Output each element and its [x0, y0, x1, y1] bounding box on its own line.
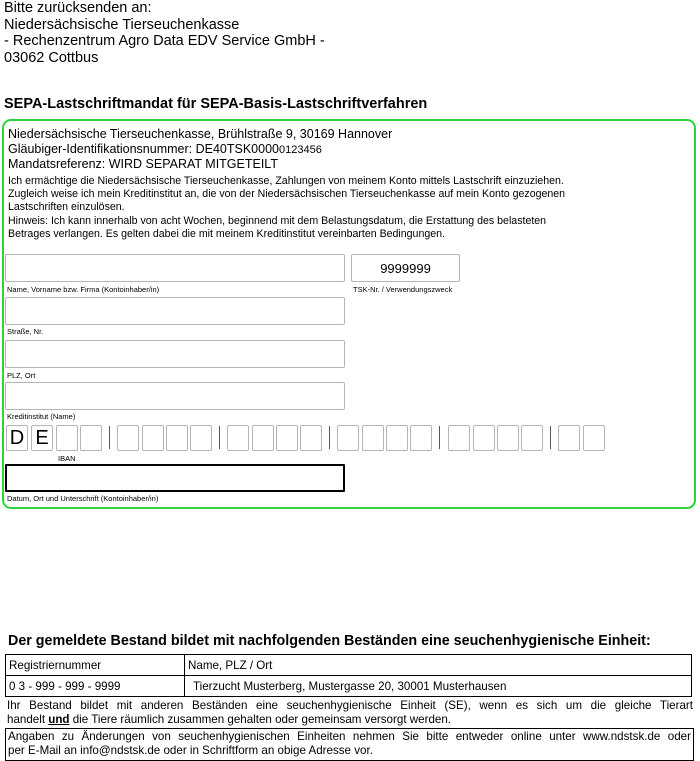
- tsk-number-field[interactable]: 9999999: [351, 254, 460, 282]
- iban-digit-box[interactable]: [117, 425, 139, 451]
- creditor-address: Niedersächsische Tierseuchenkasse, Brühlstraße 9, 30169 Hannover: [8, 127, 393, 141]
- iban-digit-box[interactable]: [558, 425, 580, 451]
- iban-digit-box[interactable]: [362, 425, 384, 451]
- city-label: PLZ, Ort: [7, 371, 36, 380]
- table-header-row: [6, 655, 692, 676]
- iban-digit-box[interactable]: [583, 425, 605, 451]
- iban-digit-box[interactable]: [142, 425, 164, 451]
- tsk-label: TSK-Nr. / Verwendungszweck: [353, 285, 453, 294]
- iban-digit-box[interactable]: [300, 425, 322, 451]
- table-row: [6, 676, 692, 697]
- epidemic-unit-table: [5, 654, 692, 697]
- table-cell-registration[interactable]: 0 3 - 999 - 999 - 9999: [6, 676, 185, 697]
- authorization-line: Zugleich weise ich mein Kreditinstitut an, die von der Niedersächsischen Tierseuchenkasse auf mein Konto gezogenen: [8, 188, 566, 201]
- creditor-id: [8, 142, 392, 158]
- bank-label: Kreditinstitut (Name): [7, 412, 76, 421]
- contact-line: per E-Mail an info@ndstsk.de oder in Schriftform an obige Adresse vor.: [8, 744, 373, 757]
- note-text: handelt: [7, 712, 49, 726]
- signature-input[interactable]: [5, 464, 345, 492]
- authorization-text: [8, 175, 693, 241]
- note-emphasis: und: [48, 712, 70, 726]
- iban-digit-box[interactable]: [56, 425, 78, 451]
- iban-digit-box[interactable]: [252, 425, 274, 451]
- note-line: Ihr Bestand bildet mit anderen Beständen eine seuchenhygienische Einheit (SE), wenn es sich um die gleiche Tierart: [7, 699, 693, 712]
- iban-digit-box[interactable]: [410, 425, 432, 451]
- authorization-line: Lastschriften einzulösen.: [8, 201, 125, 214]
- city-input[interactable]: [5, 340, 345, 368]
- iban-group-separator: [329, 426, 330, 449]
- iban-digit-box[interactable]: [190, 425, 212, 451]
- contact-note: [5, 728, 694, 761]
- authorization-line: Hinweis: Ich kann innerhalb von acht Wochen, beginnend mit dem Belastungsdatum, die Erstattung des belasteten: [8, 214, 547, 227]
- name-input[interactable]: [5, 254, 345, 282]
- return-address-line: 03062 Cottbus: [4, 49, 99, 66]
- contact-line: Angaben zu Änderungen von seuchenhygienischen Einheiten nehmen Sie bitte entweder online unter www.ndstsk.de oder: [8, 730, 691, 743]
- iban-digit-box[interactable]: [80, 425, 102, 451]
- iban-digit-box[interactable]: [473, 425, 495, 451]
- signature-label: Datum, Ort und Unterschrift (Kontoinhaber/in): [7, 494, 159, 503]
- bank-input[interactable]: [5, 382, 345, 410]
- note-line: [7, 713, 693, 727]
- iban-label: IBAN: [58, 454, 76, 463]
- iban-digit-box[interactable]: [337, 425, 359, 451]
- epidemic-unit-note: [7, 699, 693, 726]
- street-input[interactable]: [5, 297, 345, 325]
- iban-country-char-1: D: [6, 425, 28, 451]
- mandate-title: SEPA-Lastschriftmandat für SEPA-Basis-Lastschriftverfahren: [4, 96, 428, 112]
- authorization-line: Betrages verlangen. Es gelten dabei die mit meinem Kreditinstitut vereinbarten Bedingungen.: [8, 227, 445, 240]
- creditor-id-suffix: 0123456: [278, 143, 322, 156]
- return-address-line: Bitte zurücksenden an:: [4, 0, 152, 16]
- epidemic-unit-title: Der gemeldete Bestand bildet mit nachfolgenden Beständen eine seuchenhygienische Einheit:: [8, 633, 651, 649]
- iban-digit-box[interactable]: [386, 425, 408, 451]
- iban-group-separator: [550, 426, 551, 449]
- iban-group-separator: [109, 426, 110, 449]
- iban-digit-box[interactable]: [276, 425, 298, 451]
- return-address-line: - Rechenzentrum Agro Data EDV Service GmbH -: [4, 33, 325, 49]
- table-cell-name[interactable]: Tierzucht Musterberg, Mustergasse 20, 30001 Musterhausen: [185, 676, 692, 697]
- table-header-registration: Registriernummer: [6, 655, 185, 676]
- return-address: [4, 0, 325, 66]
- iban-digit-box[interactable]: [227, 425, 249, 451]
- name-label: Name, Vorname bzw. Firma (Kontoinhaber/in): [7, 285, 160, 294]
- mandate-reference: Mandatsreferenz: WIRD SEPARAT MITGETEILT: [8, 157, 278, 171]
- note-text: die Tiere räumlich zusammen gehalten oder gemeinsam versorgt werden.: [69, 712, 452, 726]
- creditor-info: [8, 127, 392, 172]
- return-address-line: Niedersächsische Tierseuchenkasse: [4, 16, 240, 33]
- iban-digit-box[interactable]: [166, 425, 188, 451]
- iban-digit-box[interactable]: [521, 425, 543, 451]
- street-label: Straße, Nr.: [7, 327, 44, 336]
- iban-country-char-2: E: [31, 425, 53, 451]
- authorization-line: Ich ermächtige die Niedersächsische Tierseuchenkasse, Zahlungen von meinem Konto mittels Lastschrift einzuziehen.: [8, 175, 564, 187]
- table-header-name: Name, PLZ / Ort: [185, 655, 692, 676]
- iban-digit-box[interactable]: [448, 425, 470, 451]
- creditor-id-label: Gläubiger-Identifikationsnummer: DE40TSK0000: [8, 141, 279, 156]
- iban-group-separator: [439, 426, 440, 449]
- iban-group-separator: [219, 426, 220, 449]
- iban-digit-box[interactable]: [497, 425, 519, 451]
